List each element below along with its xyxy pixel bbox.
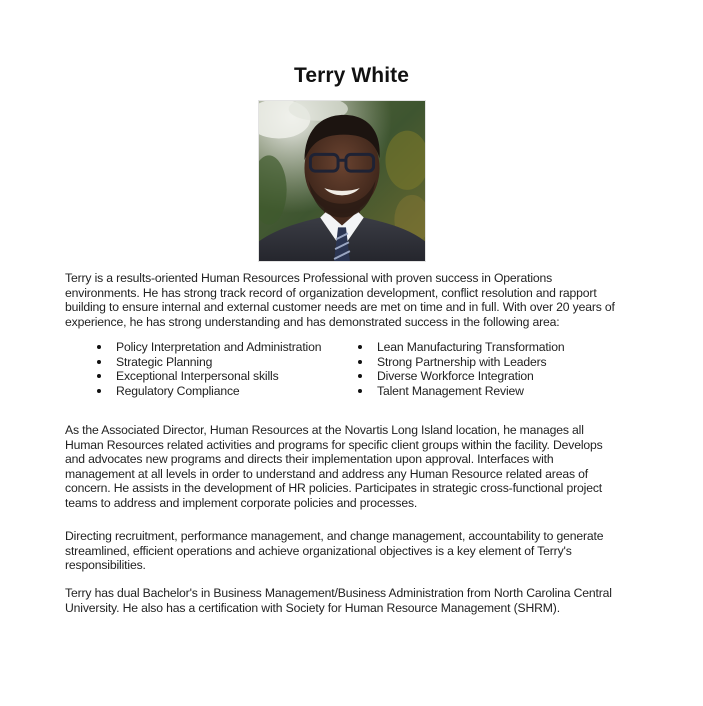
skill-item: Strong Partnership with Leaders (356, 355, 564, 370)
page-title: Terry White (293, 64, 410, 87)
skills-list-right (356, 340, 564, 398)
profile-photo (258, 100, 426, 262)
education-paragraph (65, 586, 625, 615)
skill-item: Exceptional Interpersonal skills (95, 369, 321, 384)
skill-item: Talent Management Review (356, 384, 564, 399)
portrait-photo-icon (259, 101, 425, 261)
skill-item: Policy Interpretation and Administration (95, 340, 321, 355)
skill-item: Strategic Planning (95, 355, 321, 370)
role-text: As the Associated Director, Human Resources at the Novartis Long Island location, he manages all Human Resources related activities and programs for specific client groups within the facility. Develops and advocates new programs and directs their implementation upon approval. Interfaces with management at all levels in order to understand and address any Human Resource related areas of concern. He assists in the development of HR policies. Participates in strategic cross-functional project teams to address and implement corporate policies and processes. (65, 423, 603, 510)
responsibilities-text: Directing recruitment, performance management, and change management, accountability to generate streamlined, efficient operations and achieve organizational objectives is a key element of Terry's responsibilities. (65, 529, 604, 573)
education-text: Terry has dual Bachelor's in Business Management/Business Administration from North Carolina Central University. He also has a certification with Society for Human Resource Management (SHRM). (65, 586, 612, 615)
skill-item: Diverse Workforce Integration (356, 369, 564, 384)
responsibilities-paragraph (65, 529, 625, 573)
skill-item: Regulatory Compliance (95, 384, 321, 399)
intro-text: Terry is a results-oriented Human Resources Professional with proven success in Operations environments. He has strong track record of organization development, conflict resolution and rapport building to ensure internal and external customer needs are met on time and in full. With over 20 years of experience, he has strong understanding and has demonstrated success in the following area: (65, 271, 615, 329)
role-paragraph (65, 423, 625, 511)
skill-item: Lean Manufacturing Transformation (356, 340, 564, 355)
skills-list-left (95, 340, 321, 398)
intro-paragraph (65, 271, 625, 329)
